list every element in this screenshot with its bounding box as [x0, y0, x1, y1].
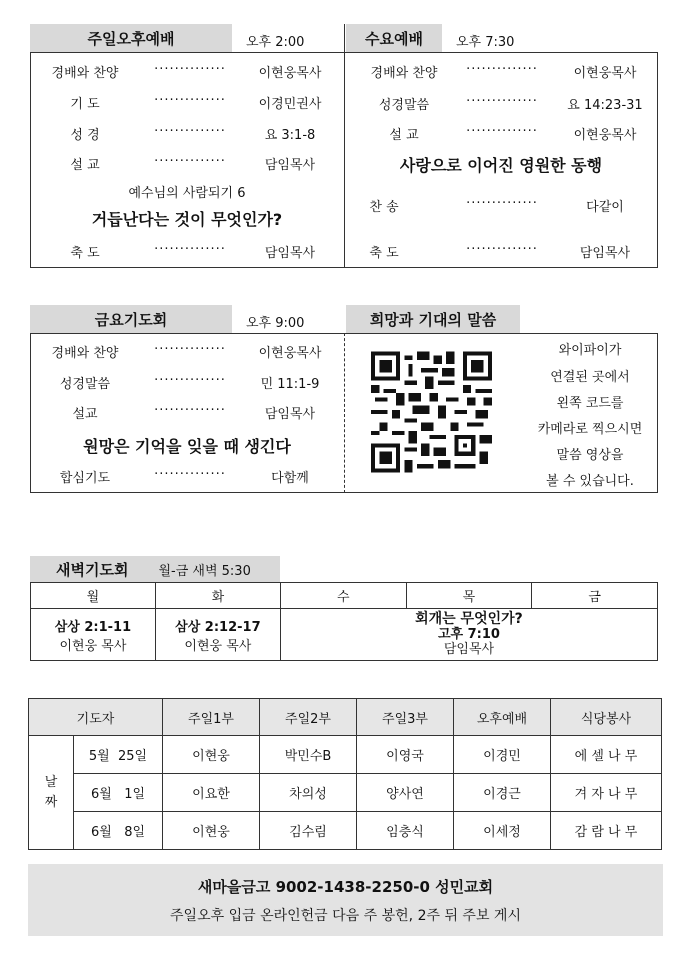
duty-cell: 차의성 — [260, 774, 357, 812]
duty-header: 식당봉사 — [551, 699, 662, 736]
dawn-title-text: 새벽기도회 — [56, 560, 129, 579]
duty-cell: 겨 자 나 무 — [551, 774, 662, 812]
wednesday-row-value: 담임목사 — [579, 246, 631, 261]
dawn-rest-title: 회개는 무엇인가? — [415, 611, 523, 627]
duty-header: 주일3부 — [357, 699, 454, 736]
dawn-tue — [155, 609, 280, 661]
duty-cell: 임충식 — [357, 812, 454, 850]
sunday-pm-time: 오후 2:00 — [246, 35, 305, 50]
duty-cell: 에 셀 나 무 — [551, 736, 662, 774]
offering-account: 새마을금고 9002-1438-2250-0 성민교회 — [197, 878, 494, 896]
sunday-pm-title: 주일오후예배 — [30, 24, 232, 52]
sunday-row-value: 이현웅목사 — [258, 66, 322, 81]
hope-line: 볼 수 있습니다. — [546, 474, 634, 489]
duty-date: 6월 8일 — [74, 812, 163, 850]
dawn-day: 화 — [155, 583, 280, 609]
duty-cell: 박민수B — [260, 736, 357, 774]
duty-header: 주일1부 — [163, 699, 260, 736]
friday-row-dots: ·············· — [154, 467, 226, 482]
friday-row-label: 성경말씀 — [59, 377, 111, 392]
duty-cell: 이세정 — [454, 812, 551, 850]
wednesday-time: 오후 7:30 — [456, 35, 515, 50]
dawn-day: 금 — [532, 583, 658, 609]
dawn-day: 목 — [406, 583, 532, 609]
duty-date: 5월 25일 — [74, 736, 163, 774]
offering-note: 주일오후 입금 온라인헌금 다음 주 봉헌, 2주 뒤 주보 게시 — [170, 908, 521, 924]
wednesday-row-value: 이현웅목사 — [573, 66, 637, 81]
hope-line: 카메라로 찍으시면 — [537, 422, 643, 437]
duty-cell: 이현웅 — [163, 812, 260, 850]
duty-cell: 감 람 나 무 — [551, 812, 662, 850]
dawn-title — [30, 556, 280, 582]
duty-cell: 이경민 — [454, 736, 551, 774]
sunday-row-value: 담임목사 — [264, 246, 316, 261]
sunday-row-dots: ·············· — [154, 154, 226, 169]
duty-header: 오후예배 — [454, 699, 551, 736]
friday-row-value: 민 11:1-9 — [260, 377, 320, 392]
hope-line: 와이파이가 — [558, 343, 622, 358]
offering-footer — [28, 864, 663, 936]
duty-cell: 이경근 — [454, 774, 551, 812]
friday-row-dots: ·············· — [154, 342, 226, 357]
qr-code-icon[interactable] — [371, 350, 492, 474]
duty-table — [28, 698, 662, 850]
dawn-rest-who: 담임목사 — [443, 642, 495, 657]
wednesday-row-value: 다같이 — [586, 200, 624, 215]
duty-side-label: 날 짜 — [29, 736, 74, 850]
sunday-row-dots: ·············· — [154, 242, 226, 257]
dawn-mon-who: 이현웅 목사 — [59, 638, 127, 654]
sunday-row-label: 경배와 찬양 — [51, 66, 119, 81]
duty-cell: 이요한 — [163, 774, 260, 812]
sunday-row-label: 기 도 — [70, 97, 100, 112]
duty-date: 6월 1일 — [74, 774, 163, 812]
friday-sermon-title: 원망은 기억을 잊을 때 생긴다 — [83, 437, 291, 456]
sunday-row-dots: ·············· — [154, 93, 226, 108]
hope-line: 말씀 영상을 — [556, 448, 624, 463]
dawn-mon-ref: 삼상 2:1-11 — [54, 619, 132, 635]
sunday-row-label: 축 도 — [70, 246, 100, 261]
dawn-day: 수 — [280, 583, 406, 609]
dawn-tue-who: 이현웅 목사 — [184, 638, 252, 654]
dawn-rest — [280, 609, 657, 661]
duty-cell: 김수림 — [260, 812, 357, 850]
friday-row-value: 다함께 — [271, 471, 309, 486]
duty-header: 주일2부 — [260, 699, 357, 736]
friday-time: 오후 9:00 — [246, 316, 305, 331]
dawn-tue-ref: 삼상 2:12-17 — [175, 619, 261, 635]
dawn-rest-sub: 고후 7:10 — [437, 627, 500, 642]
friday-row-value: 담임목사 — [264, 407, 316, 422]
wednesday-row-label: 경배와 찬양 — [370, 66, 438, 81]
friday-row-dots: ·············· — [154, 373, 226, 388]
wednesday-row-dots: ·············· — [466, 196, 538, 211]
sunday-row-dots: ·············· — [154, 124, 226, 139]
dawn-mon — [31, 609, 156, 661]
duty-cell: 이영국 — [357, 736, 454, 774]
wednesday-row-dots: ·············· — [466, 242, 538, 257]
wednesday-row-label: 설 교 — [389, 128, 419, 143]
sunday-row-value: 담임목사 — [264, 158, 316, 173]
friday-row-value: 이현웅목사 — [258, 346, 322, 361]
friday-title: 금요기도회 — [30, 305, 232, 333]
duty-cell: 이현웅 — [163, 736, 260, 774]
dawn-time: 월-금 새벽 5:30 — [158, 563, 251, 579]
sunday-row-value: 요 3:1-8 — [264, 128, 316, 143]
wednesday-sermon-title: 사랑으로 이어진 영원한 동행 — [399, 156, 603, 175]
wednesday-title: 수요예배 — [346, 24, 442, 52]
friday-row-label: 합심기도 — [59, 471, 111, 486]
sunday-row-value: 이경민권사 — [258, 97, 322, 112]
worship-divider-top — [344, 24, 345, 268]
sunday-sermon-title: 거듭난다는 것이 무엇인가? — [91, 210, 283, 229]
hope-line: 연결된 곳에서 — [550, 370, 630, 385]
sunday-row-label: 성 경 — [70, 128, 100, 143]
dawn-table — [30, 582, 658, 661]
wednesday-row-label: 찬 송 — [369, 200, 399, 215]
wednesday-row-dots: ·············· — [466, 62, 538, 77]
wednesday-row-label: 축 도 — [369, 246, 399, 261]
wednesday-row-value: 이현웅목사 — [573, 128, 637, 143]
duty-cell: 양사연 — [357, 774, 454, 812]
wednesday-row-value: 요 14:23-31 — [567, 98, 643, 113]
wednesday-row-label: 성경말씀 — [378, 98, 430, 113]
friday-row-dots: ·············· — [154, 403, 226, 418]
dawn-day: 월 — [31, 583, 156, 609]
wednesday-row-dots: ·············· — [466, 94, 538, 109]
sunday-row-label: 설 교 — [70, 158, 100, 173]
duty-header: 기도자 — [29, 699, 163, 736]
friday-divider — [344, 333, 345, 493]
friday-row-label: 경배와 찬양 — [51, 346, 119, 361]
hope-title: 희망과 기대의 말씀 — [346, 305, 520, 333]
sunday-sermon-sub: 예수님의 사람되기 6 — [128, 186, 246, 201]
friday-row-label: 설교 — [72, 407, 98, 422]
sunday-row-dots: ·············· — [154, 62, 226, 77]
wednesday-row-dots: ·············· — [466, 124, 538, 139]
hope-line: 왼쪽 코드를 — [556, 396, 624, 411]
